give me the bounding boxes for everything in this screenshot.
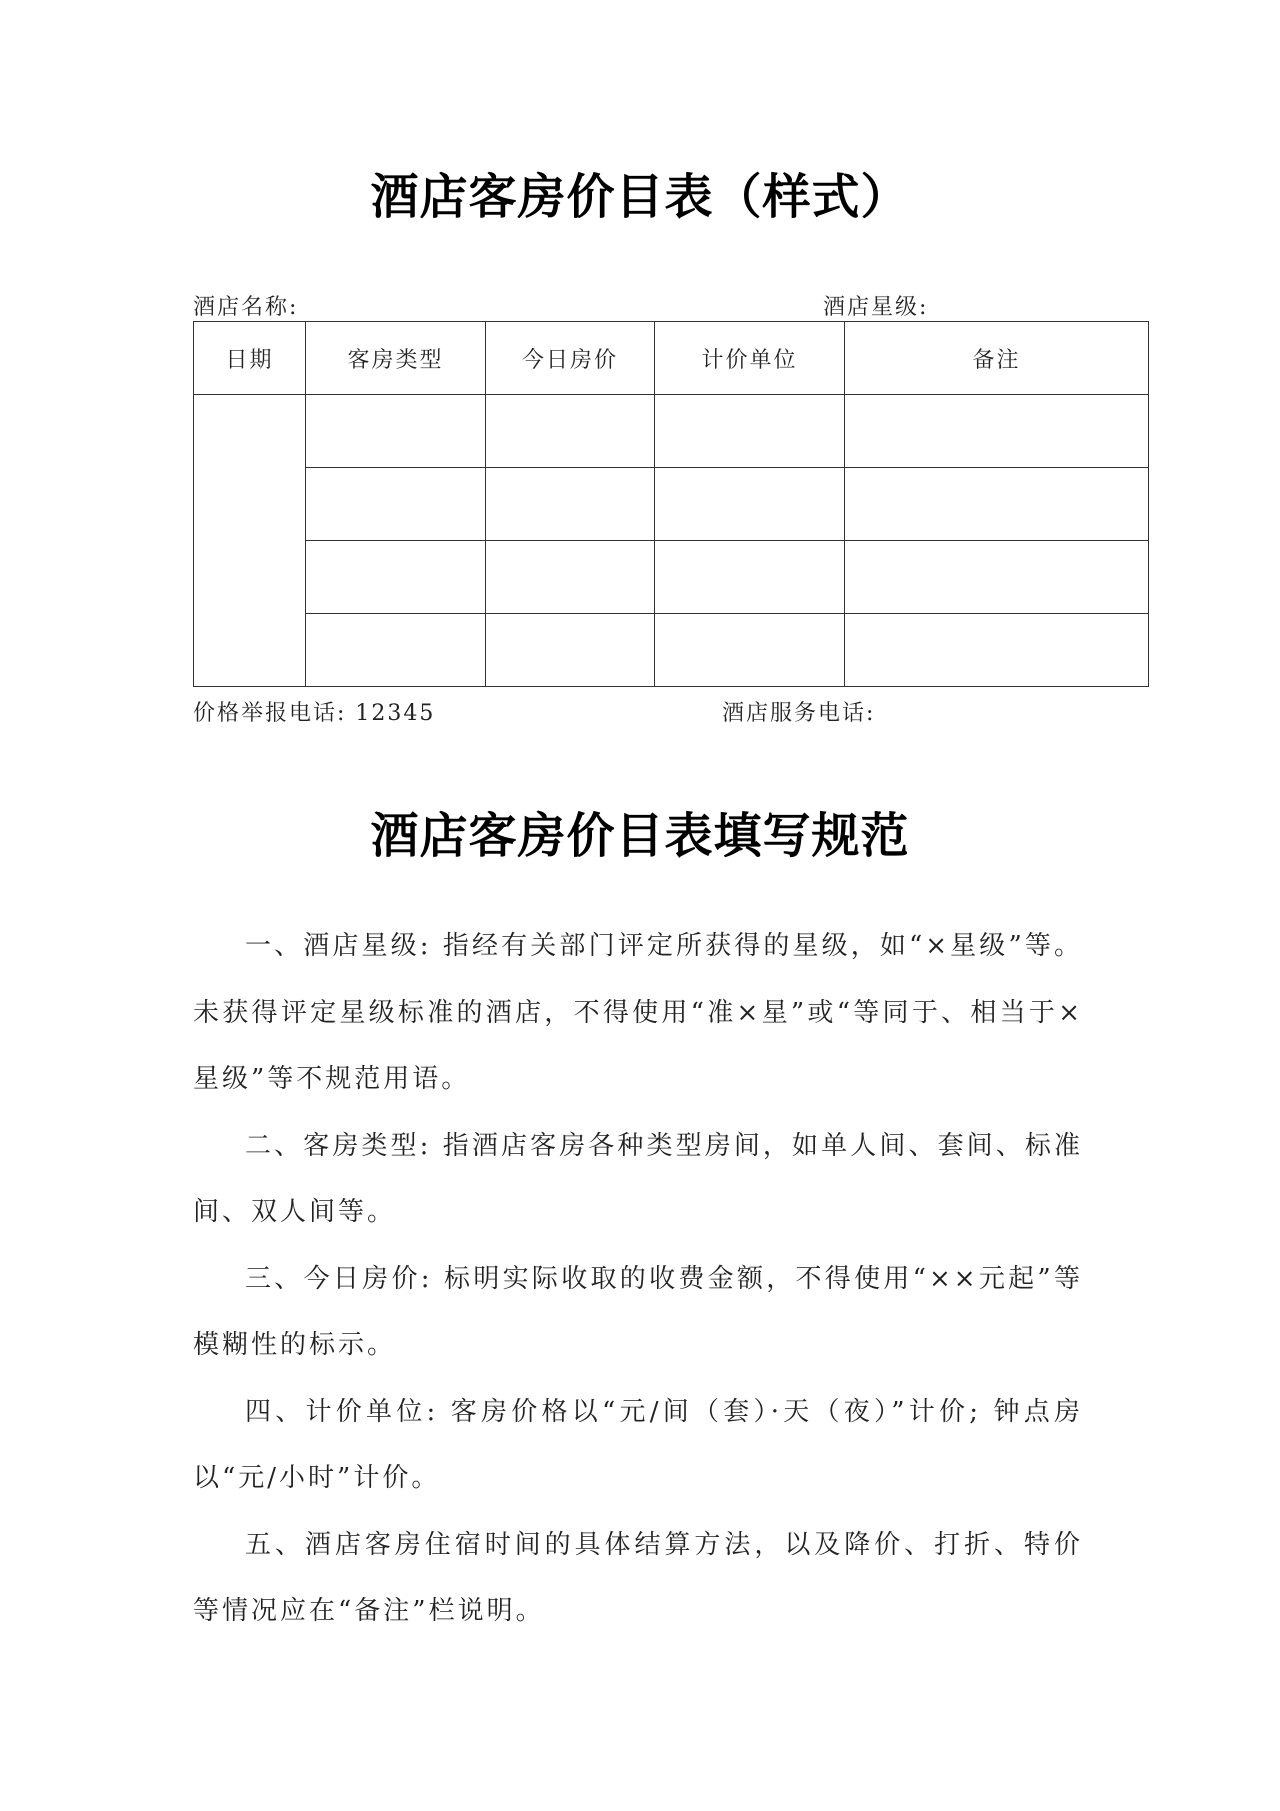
report-phone-label: 价格举报电话: 12345: [193, 701, 436, 726]
table-row: [194, 541, 1149, 614]
column-header-remarks: 备注: [845, 322, 1149, 395]
rule-item-today-price: 三、今日房价: 标明实际收取的收费金额，不得使用“××元起”等模糊性的标示。: [193, 1263, 1083, 1360]
table-cell: [655, 468, 845, 541]
rule-item-pricing-unit: 四、计价单位: 客房价格以“元/间（套）·天（夜）”计价; 钟点房以“元/小时”计价。: [193, 1396, 1083, 1493]
column-header-today-price: 今日房价: [486, 322, 655, 395]
table-cell: [486, 541, 655, 614]
price-table: [193, 321, 1149, 687]
column-header-room-type: 客房类型: [306, 322, 486, 395]
table-cell: [655, 395, 845, 468]
table-cell: [306, 468, 486, 541]
table-cell: [845, 541, 1149, 614]
table-row: [194, 468, 1149, 541]
date-cell: [194, 395, 306, 687]
table-cell: [486, 614, 655, 687]
page-title: 酒店客房价目表（样式）: [370, 169, 910, 225]
table-cell: [306, 541, 486, 614]
hotel-star-label: 酒店星级:: [823, 295, 929, 320]
table-cell: [845, 468, 1149, 541]
table-cell: [306, 395, 486, 468]
hotel-name-label: 酒店名称:: [193, 295, 299, 320]
table-cell: [486, 468, 655, 541]
rule-item-room-type: 二、客房类型: 指酒店客房各种类型房间，如单人间、套间、标准间、双人间等。: [193, 1130, 1083, 1227]
table-cell: [655, 541, 845, 614]
table-cell: [655, 614, 845, 687]
service-phone-label: 酒店服务电话:: [722, 701, 876, 726]
column-header-pricing-unit: 计价单位: [655, 322, 845, 395]
table-cell: [845, 614, 1149, 687]
column-header-date: 日期: [194, 322, 306, 395]
rule-item-remarks: 五、酒店客房住宿时间的具体结算方法，以及降价、打折、特价等情况应在“备注”栏说明。: [193, 1529, 1083, 1626]
table-cell: [845, 395, 1149, 468]
rules-title: 酒店客房价目表填写规范: [370, 808, 910, 864]
table-row: [194, 614, 1149, 687]
table-header-row: [194, 322, 1149, 395]
rules-body: [193, 913, 1083, 1645]
table-cell: [486, 395, 655, 468]
table-row: [194, 395, 1149, 468]
table-cell: [306, 614, 486, 687]
rule-item-star-rating: 一、酒店星级: 指经有关部门评定所获得的星级，如“×星级”等。未获得评定星级标准的酒店，不得使用“准×星”或“等同于、相当于×星级”等不规范用语。: [193, 931, 1083, 1094]
